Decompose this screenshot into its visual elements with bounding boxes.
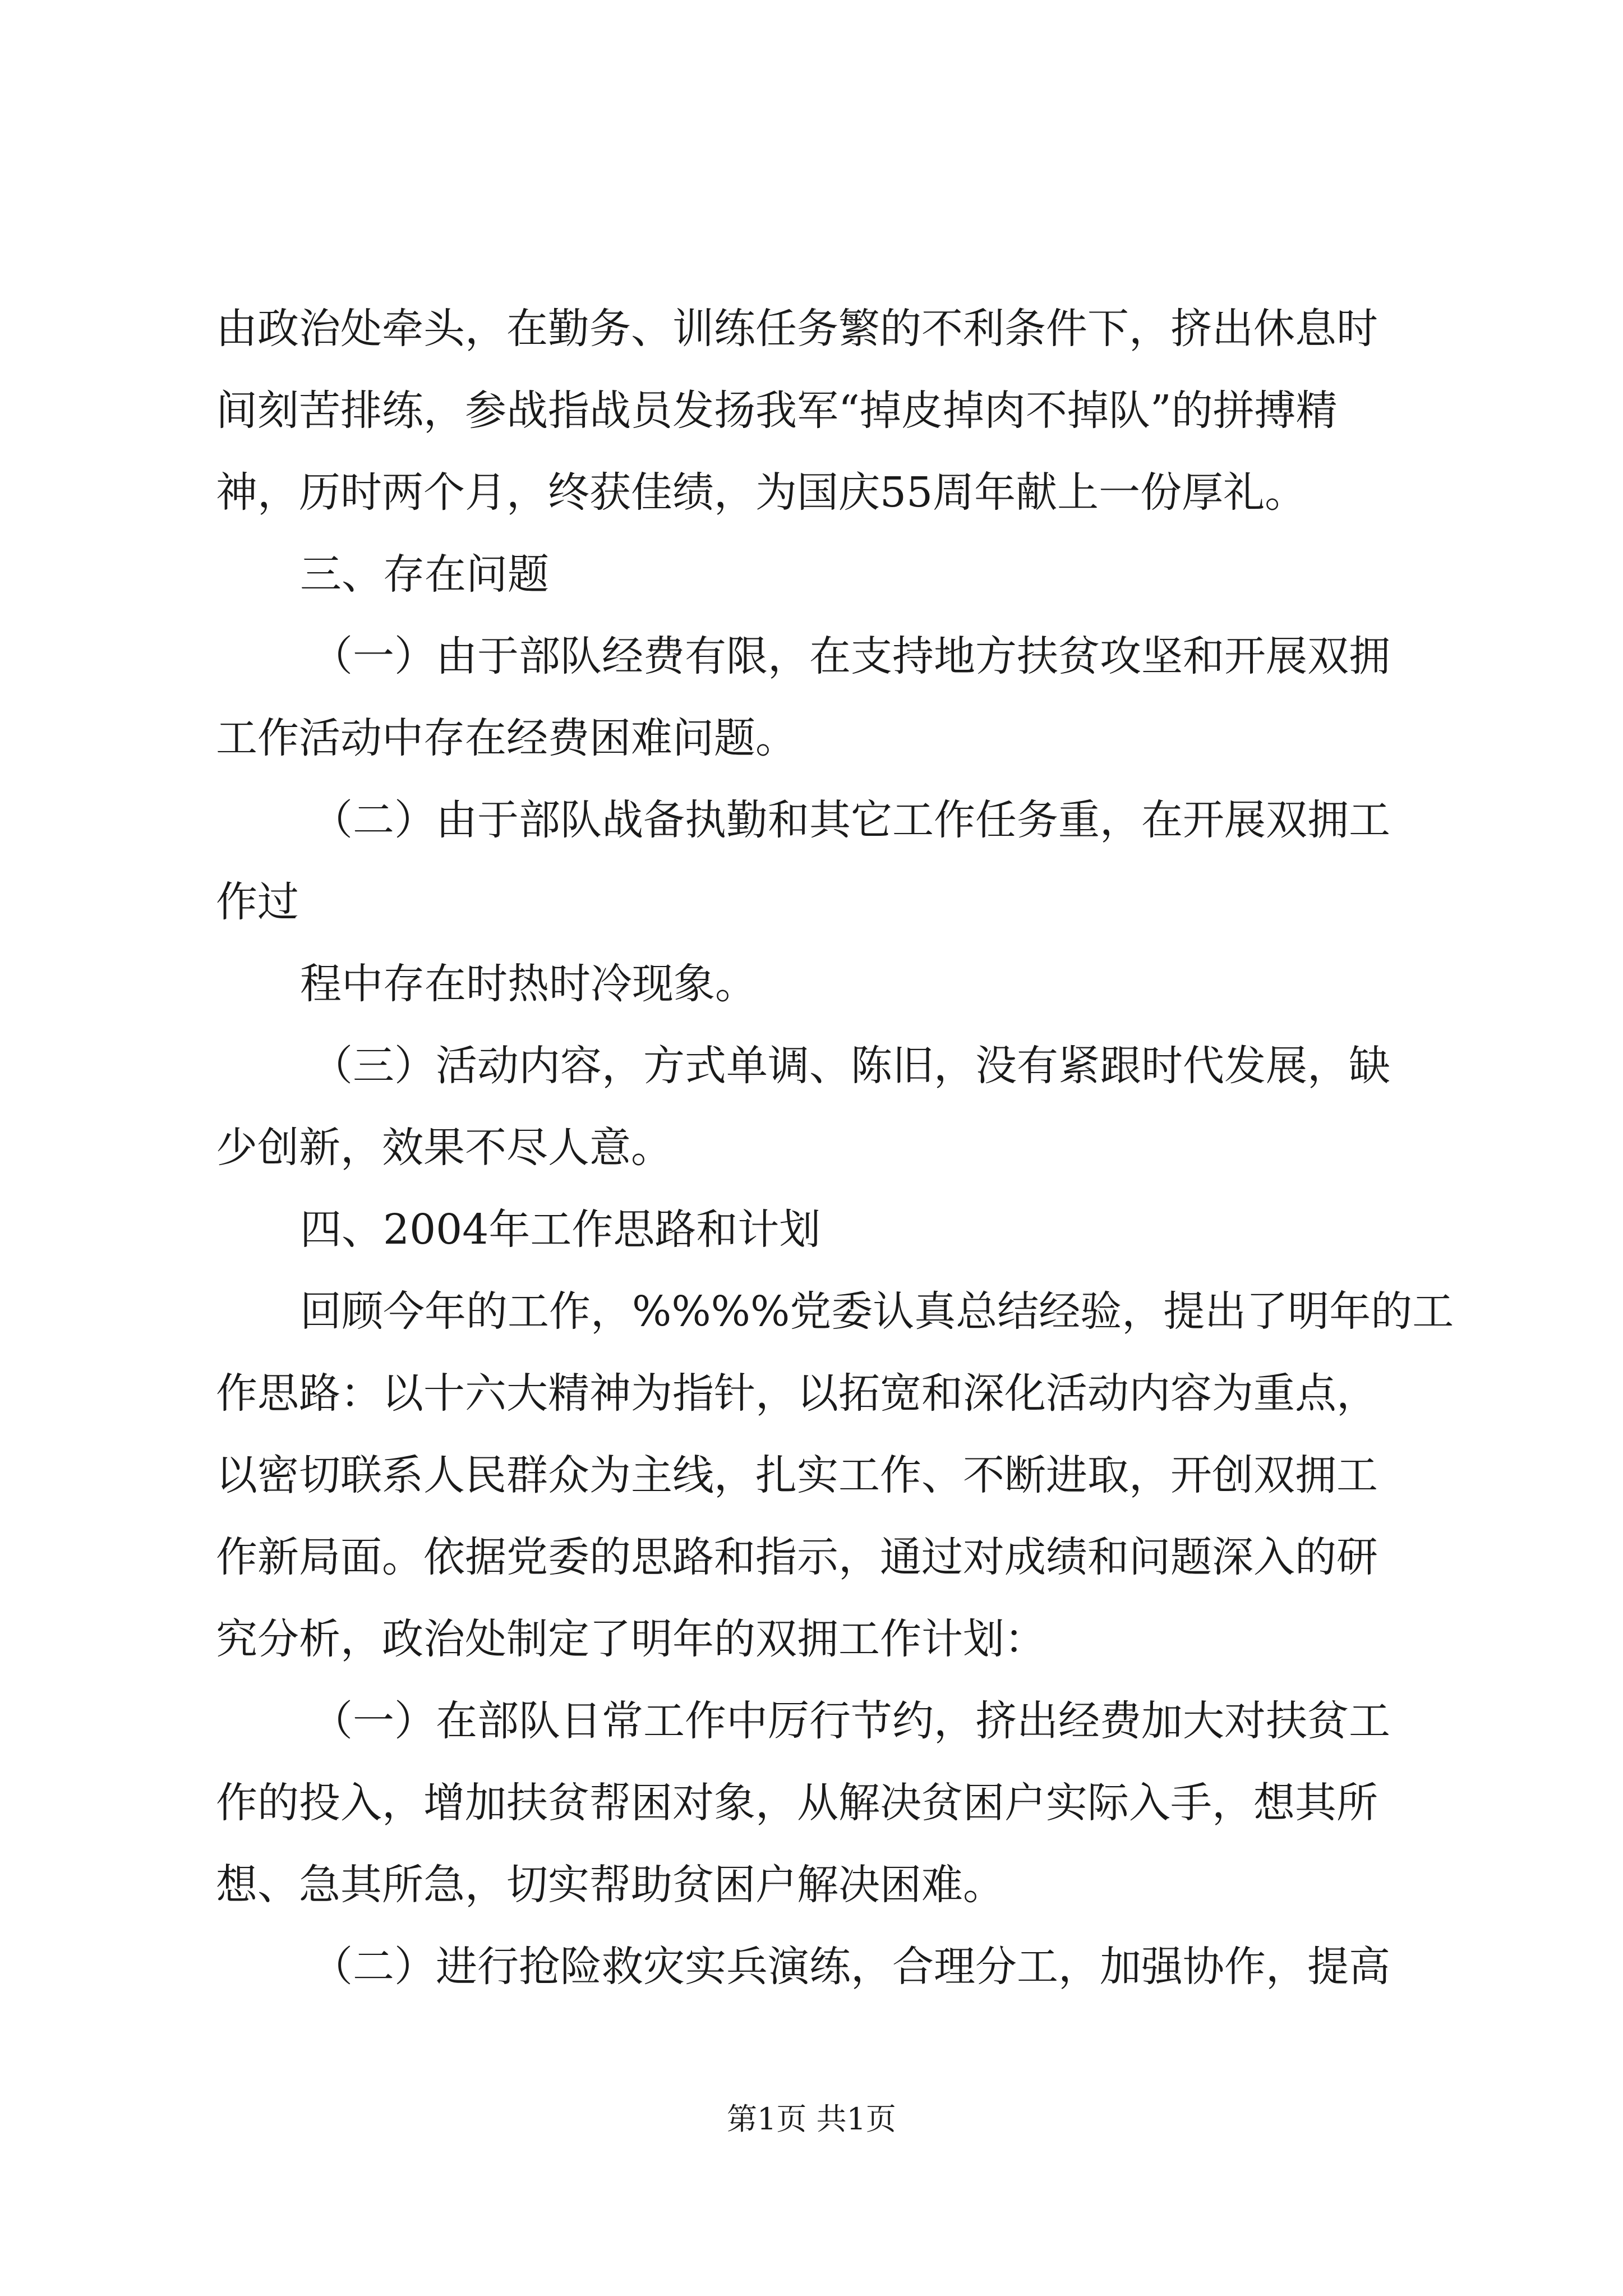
paragraph-line: 间刻苦排练，参战指战员发扬我军“掉皮掉肉不掉队”的拼搏精 (216, 386, 1338, 435)
paragraph-line: 作思路：以十六大精神为指针，以拓宽和深化活动内容为重点， (216, 1369, 1378, 1418)
paragraph-line: （二）由于部队战备执勤和其它工作任务重，在开展双拥工 (311, 796, 1390, 844)
paragraph-line: （三）活动内容，方式单调、陈旧，没有紧跟时代发展，缺 (311, 1042, 1390, 1090)
section-heading: 四、2004年工作思路和计划 (300, 1205, 821, 1254)
paragraph-line: 以密切联系人民群众为主线，扎实工作、不断进取，开创双拥工 (216, 1451, 1378, 1499)
paragraph-line: （一）在部队日常工作中厉行节约，挤出经费加大对扶贫工 (311, 1697, 1390, 1745)
paragraph-line: 神，历时两个月，终获佳绩，为国庆55周年献上一份厚礼。 (216, 468, 1307, 517)
paragraph-line: 作的投入，增加扶贫帮困对象，从解决贫困户实际入手，想其所 (216, 1779, 1378, 1827)
section-heading: 三、存在问题 (300, 550, 549, 599)
paragraph-line: （一）由于部队经费有限，在支持地方扶贫攻坚和开展双拥 (311, 632, 1390, 680)
paragraph-line: 回顾今年的工作，%%%%党委认真总结经验，提出了明年的工 (300, 1287, 1454, 1336)
paragraph-line: 程中存在时热时冷现象。 (300, 960, 757, 1008)
paragraph-line: 究分析，政治处制定了明年的双拥工作计划： (216, 1615, 1046, 1663)
paragraph-line: （二）进行抢险救灾实兵演练，合理分工，加强协作，提高 (311, 1943, 1390, 1991)
paragraph-line: 工作活动中存在经费困难问题。 (216, 714, 797, 762)
paragraph-line: 作过 (216, 878, 299, 926)
paragraph-line: 少创新，效果不尽人意。 (216, 1124, 672, 1172)
paragraph-line: 想、急其所急，切实帮助贫困户解决困难。 (216, 1861, 1004, 1909)
paragraph-line: 作新局面。依据党委的思路和指示，通过对成绩和问题深入的研 (216, 1533, 1378, 1581)
page-footer: 第1页 共1页 (727, 2101, 896, 2137)
paragraph-line: 由政治处牵头，在勤务、训练任务繁的不利条件下，挤出休息时 (216, 305, 1378, 353)
